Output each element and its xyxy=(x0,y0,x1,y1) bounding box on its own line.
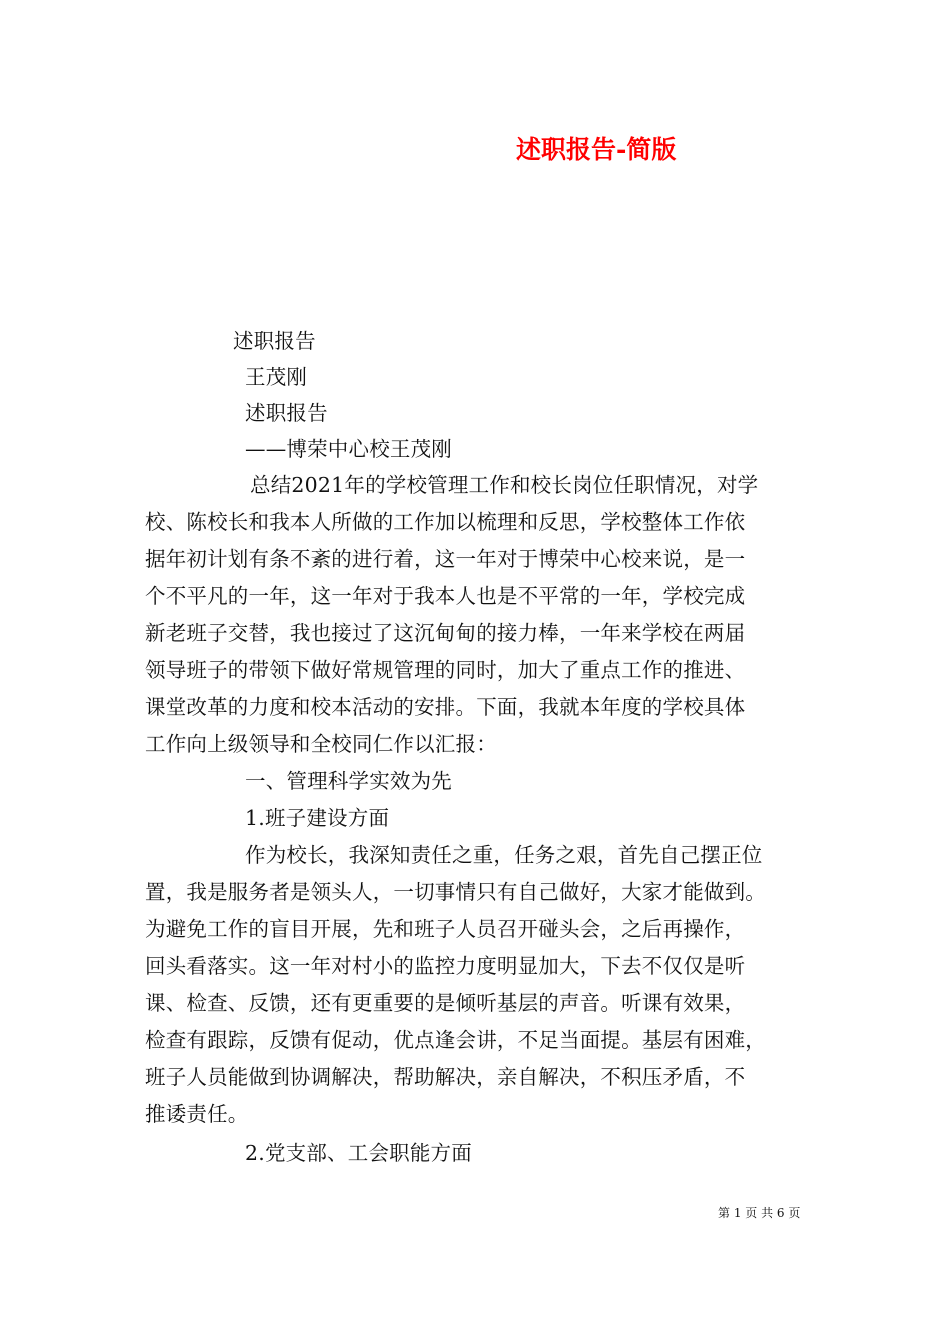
text-line: 课堂改革的力度和校本活动的安排。下面，我就本年度的学校具体 xyxy=(145,695,746,719)
document-title: 述职报告-简版 xyxy=(516,135,677,164)
text-line: 课、检查、反馈，还有更重要的是倾听基层的声音。听课有效果， xyxy=(145,991,746,1015)
text-line: 回头看落实。这一年对村小的监控力度明显加大，下去不仅仅是听 xyxy=(145,954,746,978)
section-heading: 一、管理科学实效为先 xyxy=(245,769,452,793)
text-line: 检查有跟踪，反馈有促动，优点逢会讲，不足当面提。基层有困难， xyxy=(145,1028,766,1052)
text-line: 述职报告 xyxy=(233,329,316,353)
text-line: 作为校长，我深知责任之重，任务之艰，首先自己摆正位 xyxy=(245,843,763,867)
text-line: 新老班子交替，我也接过了这沉甸甸的接力棒，一年来学校在两届 xyxy=(145,621,746,645)
text-line: 置，我是服务者是领头人，一切事情只有自己做好，大家才能做到。 xyxy=(145,880,766,904)
text-line: 个不平凡的一年，这一年对于我本人也是不平常的一年，学校完成 xyxy=(145,584,746,608)
text-line: 校、陈校长和我本人所做的工作加以梳理和反思，学校整体工作依 xyxy=(145,510,746,534)
text-line: 推诿责任。 xyxy=(145,1102,249,1126)
text-line: 工作向上级领导和全校同仁作以汇报： xyxy=(145,732,497,756)
text-line: 领导班子的带领下做好常规管理的同时，加大了重点工作的推进、 xyxy=(145,658,746,682)
text-line: 据年初计划有条不紊的进行着，这一年对于博荣中心校来说，是一 xyxy=(145,547,746,571)
text-line: 述职报告 xyxy=(245,401,328,425)
text-line: 为避免工作的盲目开展，先和班子人员召开碰头会，之后再操作， xyxy=(145,917,746,941)
text-line: 总结2021年的学校管理工作和校长岗位任职情况，对学 xyxy=(250,473,759,497)
text-line: 班子人员能做到协调解决，帮助解决，亲自解决，不积压矛盾，不 xyxy=(145,1065,746,1089)
text-line: ——博荣中心校王茂刚 xyxy=(245,437,452,461)
subsection-heading: 1.班子建设方面 xyxy=(245,806,390,830)
page-indicator: 第 1 页 共 6 页 xyxy=(718,1206,801,1220)
text-line: 王茂刚 xyxy=(245,365,308,389)
subsection-heading: 2.党支部、工会职能方面 xyxy=(245,1141,472,1165)
